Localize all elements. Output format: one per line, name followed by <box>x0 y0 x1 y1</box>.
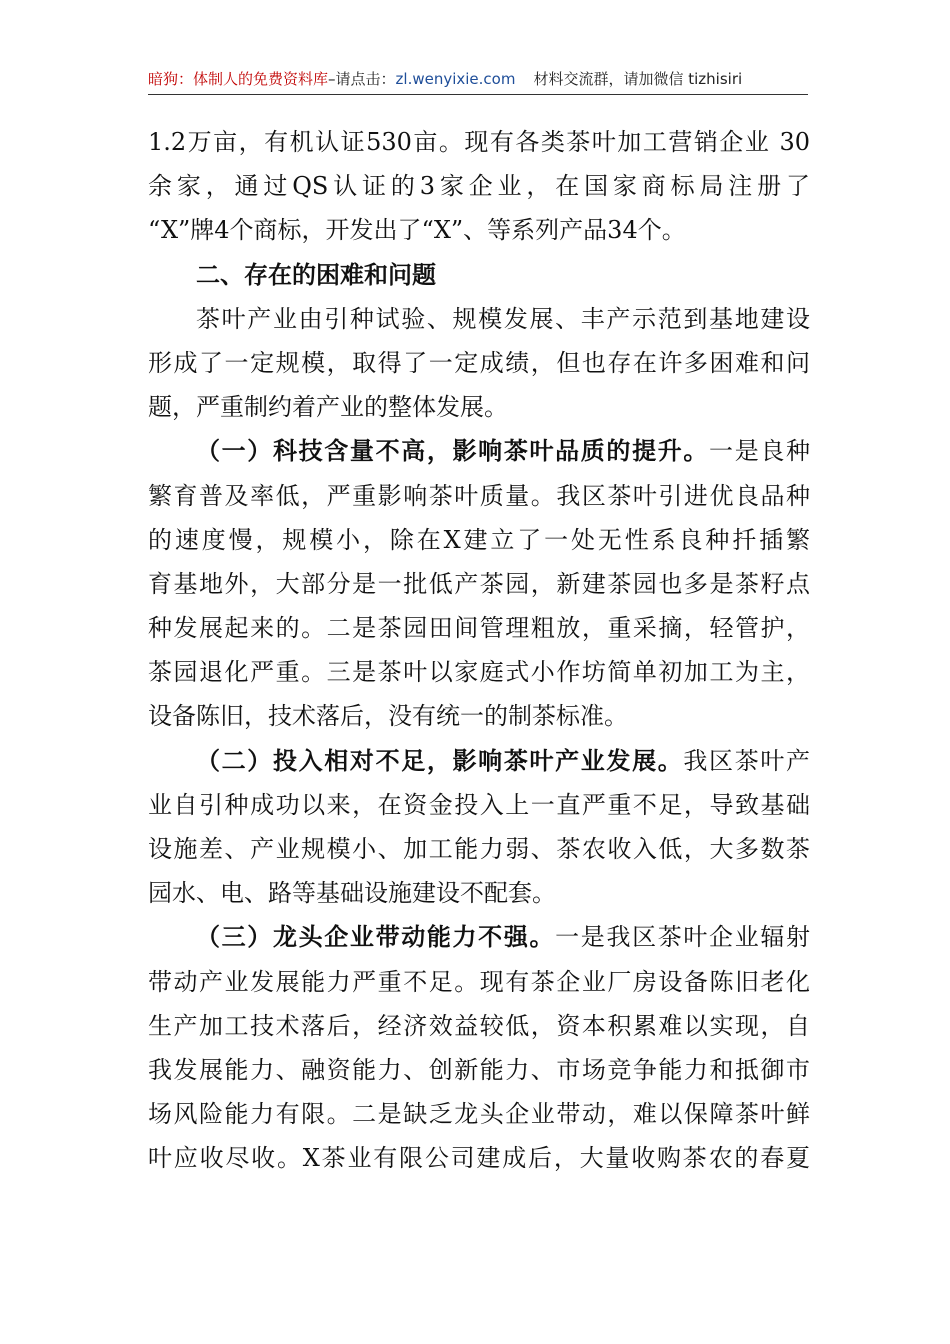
page-header <box>148 68 808 95</box>
text-line: 种发展起来的。二是茶园田间管理粗放，重采摘，轻管护， <box>148 614 810 643</box>
text-line: 茶园退化严重。三是茶叶以家庭式小作坊简单初加工为主， <box>148 658 810 687</box>
item-heading: （一）科技含量不高，影响茶叶品质的提升。 <box>196 436 710 466</box>
text-line: 设施差、产业规模小、加工能力弱、茶农收入低，大多数茶 <box>148 835 810 863</box>
paragraph-2 <box>148 297 810 430</box>
text-line: “X”牌4个商标，开发出了“X”、等系列产品34个。 <box>148 216 686 245</box>
item-heading: （二）投入相对不足，影响茶叶产业发展。 <box>196 745 684 775</box>
text-line: 园水、电、路等基础设施建设不配套。 <box>148 879 556 908</box>
text-span: 一是良种 <box>709 437 811 466</box>
text-line: 1.2万亩，有机认证530亩。现有各类茶叶加工营销企业 30 <box>148 128 810 156</box>
item-2-paragraph <box>148 739 810 916</box>
text-line: 的速度慢，规模小，除在X建立了一处无性系良种扦插繁 <box>148 525 810 554</box>
header-url-link[interactable]: zl.wenyixie.com <box>395 70 516 88</box>
header-site-name: 暗狗：体制人的免费资料库 <box>148 70 329 88</box>
text-line: 业自引种成功以来，在资金投入上一直严重不足，导致基础 <box>148 790 810 819</box>
text-line: 余家，通过QS认证的3家企业，在国家商标局注册了 <box>148 172 810 201</box>
text-line: 形成了一定规模，取得了一定成绩，但也存在许多困难和问 <box>148 348 810 377</box>
text-span: 我区茶叶产 <box>683 746 810 775</box>
item-3-paragraph <box>148 915 810 1180</box>
item-first-line <box>148 915 810 959</box>
text-line: 我发展能力、融资能力、创新能力、市场竞争能力和抵御市 <box>148 1055 810 1084</box>
text-line: 茶叶产业由引种试验、规模发展、丰产示范到基地建设 <box>196 304 810 333</box>
document-body <box>148 120 810 1181</box>
text-line: 繁育普及率低，严重影响茶叶质量。我区茶叶引进优良品种 <box>148 481 810 510</box>
text-line: 育基地外，大部分是一批低产茶园，新建茶园也多是茶籽点 <box>148 569 810 598</box>
item-first-line <box>148 739 810 783</box>
header-group-note: 材料交流群，请加微信 tizhisiri <box>533 70 743 88</box>
item-first-line <box>148 429 810 473</box>
text-line: 带动产业发展能力严重不足。现有茶企业厂房设备陈旧老化 <box>148 967 810 996</box>
item-heading: （三）龙头企业带动能力不强。 <box>196 922 556 952</box>
text-line: 场风险能力有限。二是缺乏龙头企业带动，难以保障茶叶鲜 <box>148 1100 810 1129</box>
item-1-paragraph <box>148 429 810 738</box>
text-line: 叶应收尽收。X茶业有限公司建成后，大量收购茶农的春夏 <box>148 1144 810 1173</box>
text-line: 设备陈旧，技术落后，没有统一的制茶标准。 <box>148 702 628 731</box>
text-line: 生产加工技术落后，经济效益较低，资本积累难以实现，自 <box>148 1011 810 1040</box>
header-click-prompt: –请点击： <box>328 70 396 88</box>
text-span: 一是我区茶叶企业辐射 <box>555 923 811 952</box>
section-heading: 二、存在的困难和问题 <box>196 260 436 289</box>
text-line: 题，严重制约着产业的整体发展。 <box>148 393 508 422</box>
paragraph-1 <box>148 120 810 253</box>
